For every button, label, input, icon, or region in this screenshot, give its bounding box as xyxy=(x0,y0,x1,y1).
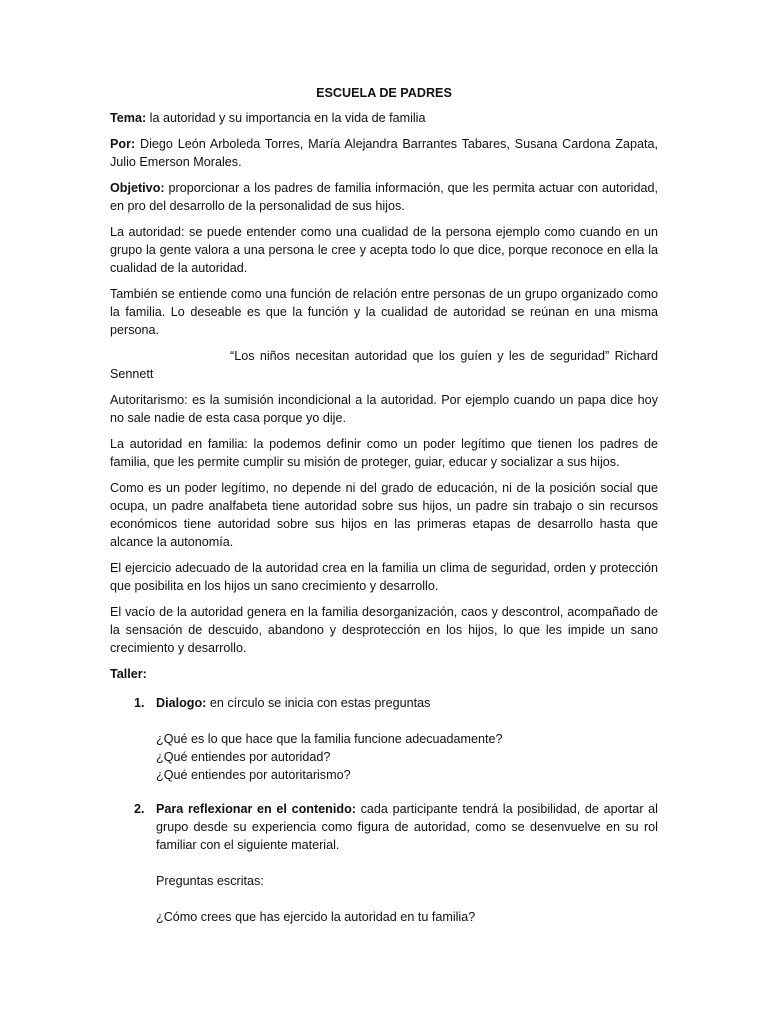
ejercicio-paragraph: El ejercicio adecuado de la autoridad crea en la familia un clima de seguridad, orden y protección que posibilita en los hijos un sano crecimiento y desarrollo. xyxy=(110,561,658,593)
reflexionar-label: Para reflexionar en el contenido: xyxy=(156,802,356,816)
taller-heading: Taller: xyxy=(110,667,147,681)
funcion-paragraph: También se entiende como una función de relación entre personas de un grupo organizado como la familia. Lo deseable es que la función y la cualidad de autoridad se reúnan en una misma persona. xyxy=(110,287,658,337)
objetivo-paragraph xyxy=(110,179,658,215)
poder-legitimo-paragraph: Como es un poder legítimo, no depende ni del grado de educación, ni de la posición social que ocupa, un padre analfabeta tiene autoridad sobre sus hijos, un padre sin trabajo o sin recursos económicos tiene autoridad sobre sus hijos en las primeras etapas de desarrollo hasta que alcance la autonomía. xyxy=(110,481,658,549)
tema-label: Tema: xyxy=(110,111,147,125)
vacio-paragraph: El vacío de la autoridad genera en la familia desorganización, caos y descontrol, acompañado de la sensación de descuido, abandono y desprotección en los hijos, lo que les impide un sano crecimiento y desarrollo. xyxy=(110,605,658,655)
sennett-quote: “Los niños necesitan autoridad que los guíen y les de seguridad” Richard Sennett xyxy=(110,349,658,381)
list-item-dialogo xyxy=(110,694,658,784)
authors-label: Por: xyxy=(110,137,136,151)
list-number: 2. xyxy=(134,802,145,816)
reflexionar-text xyxy=(156,800,658,854)
autoritarismo-paragraph: Autoritarismo: es la sumisión incondicional a la autoridad. Por ejemplo cuando un papa dice hoy no sale nadie de esta casa porque yo dije. xyxy=(110,393,658,425)
question-item: ¿Qué entiendes por autoridad? xyxy=(156,750,331,764)
objetivo-text: proporcionar a los padres de familia información, que les permita actuar con autoridad, en pro del desarrollo de la personalidad de sus hijos. xyxy=(110,181,658,213)
taller-list xyxy=(110,694,658,926)
preguntas-escritas-heading: Preguntas escritas: xyxy=(156,874,264,888)
tema-text: la autoridad y su importancia en la vida de familia xyxy=(146,111,426,125)
dialogo-text xyxy=(156,694,658,712)
autoridad-familia-paragraph: La autoridad en familia: la podemos definir como un poder legítimo que tienen los padres de familia, que les permite cumplir su misión de proteger, guiar, educar y socializar a sus hijos. xyxy=(110,437,658,469)
document-title: ESCUELA DE PADRES xyxy=(316,86,452,100)
authors-text: Diego León Arboleda Torres, María Alejandra Barrantes Tabares, Susana Cardona Zapata, Julio Emerson Morales. xyxy=(110,137,658,169)
question-item: ¿Qué entiendes por autoritarismo? xyxy=(156,768,351,782)
authors-paragraph xyxy=(110,135,658,171)
list-number: 1. xyxy=(134,696,145,710)
document-page xyxy=(110,84,658,942)
dialogo-label: Dialogo: xyxy=(156,696,207,710)
list-item-reflexionar xyxy=(110,800,658,926)
question-item: ¿Qué es lo que hace que la familia funcione adecuadamente? xyxy=(156,732,503,746)
objetivo-label: Objetivo: xyxy=(110,181,165,195)
autoridad-paragraph: La autoridad: se puede entender como una cualidad de la persona ejemplo como cuando en un grupo la gente valora a una persona le cree y acepta todo lo que dice, porque reconoce en ella la cualidad de la autoridad. xyxy=(110,225,658,275)
reflexionar-description: cada participante tendrá la posibilidad, de aportar al grupo desde su experiencia como figura de autoridad, como se desenvuelve en su rol familiar con el siguiente material. xyxy=(156,802,658,852)
dialogo-description: en círculo se inicia con estas preguntas xyxy=(206,696,431,710)
tema-paragraph xyxy=(110,109,658,127)
question-item: ¿Cómo crees que has ejercido la autoridad en tu familia? xyxy=(156,910,476,924)
